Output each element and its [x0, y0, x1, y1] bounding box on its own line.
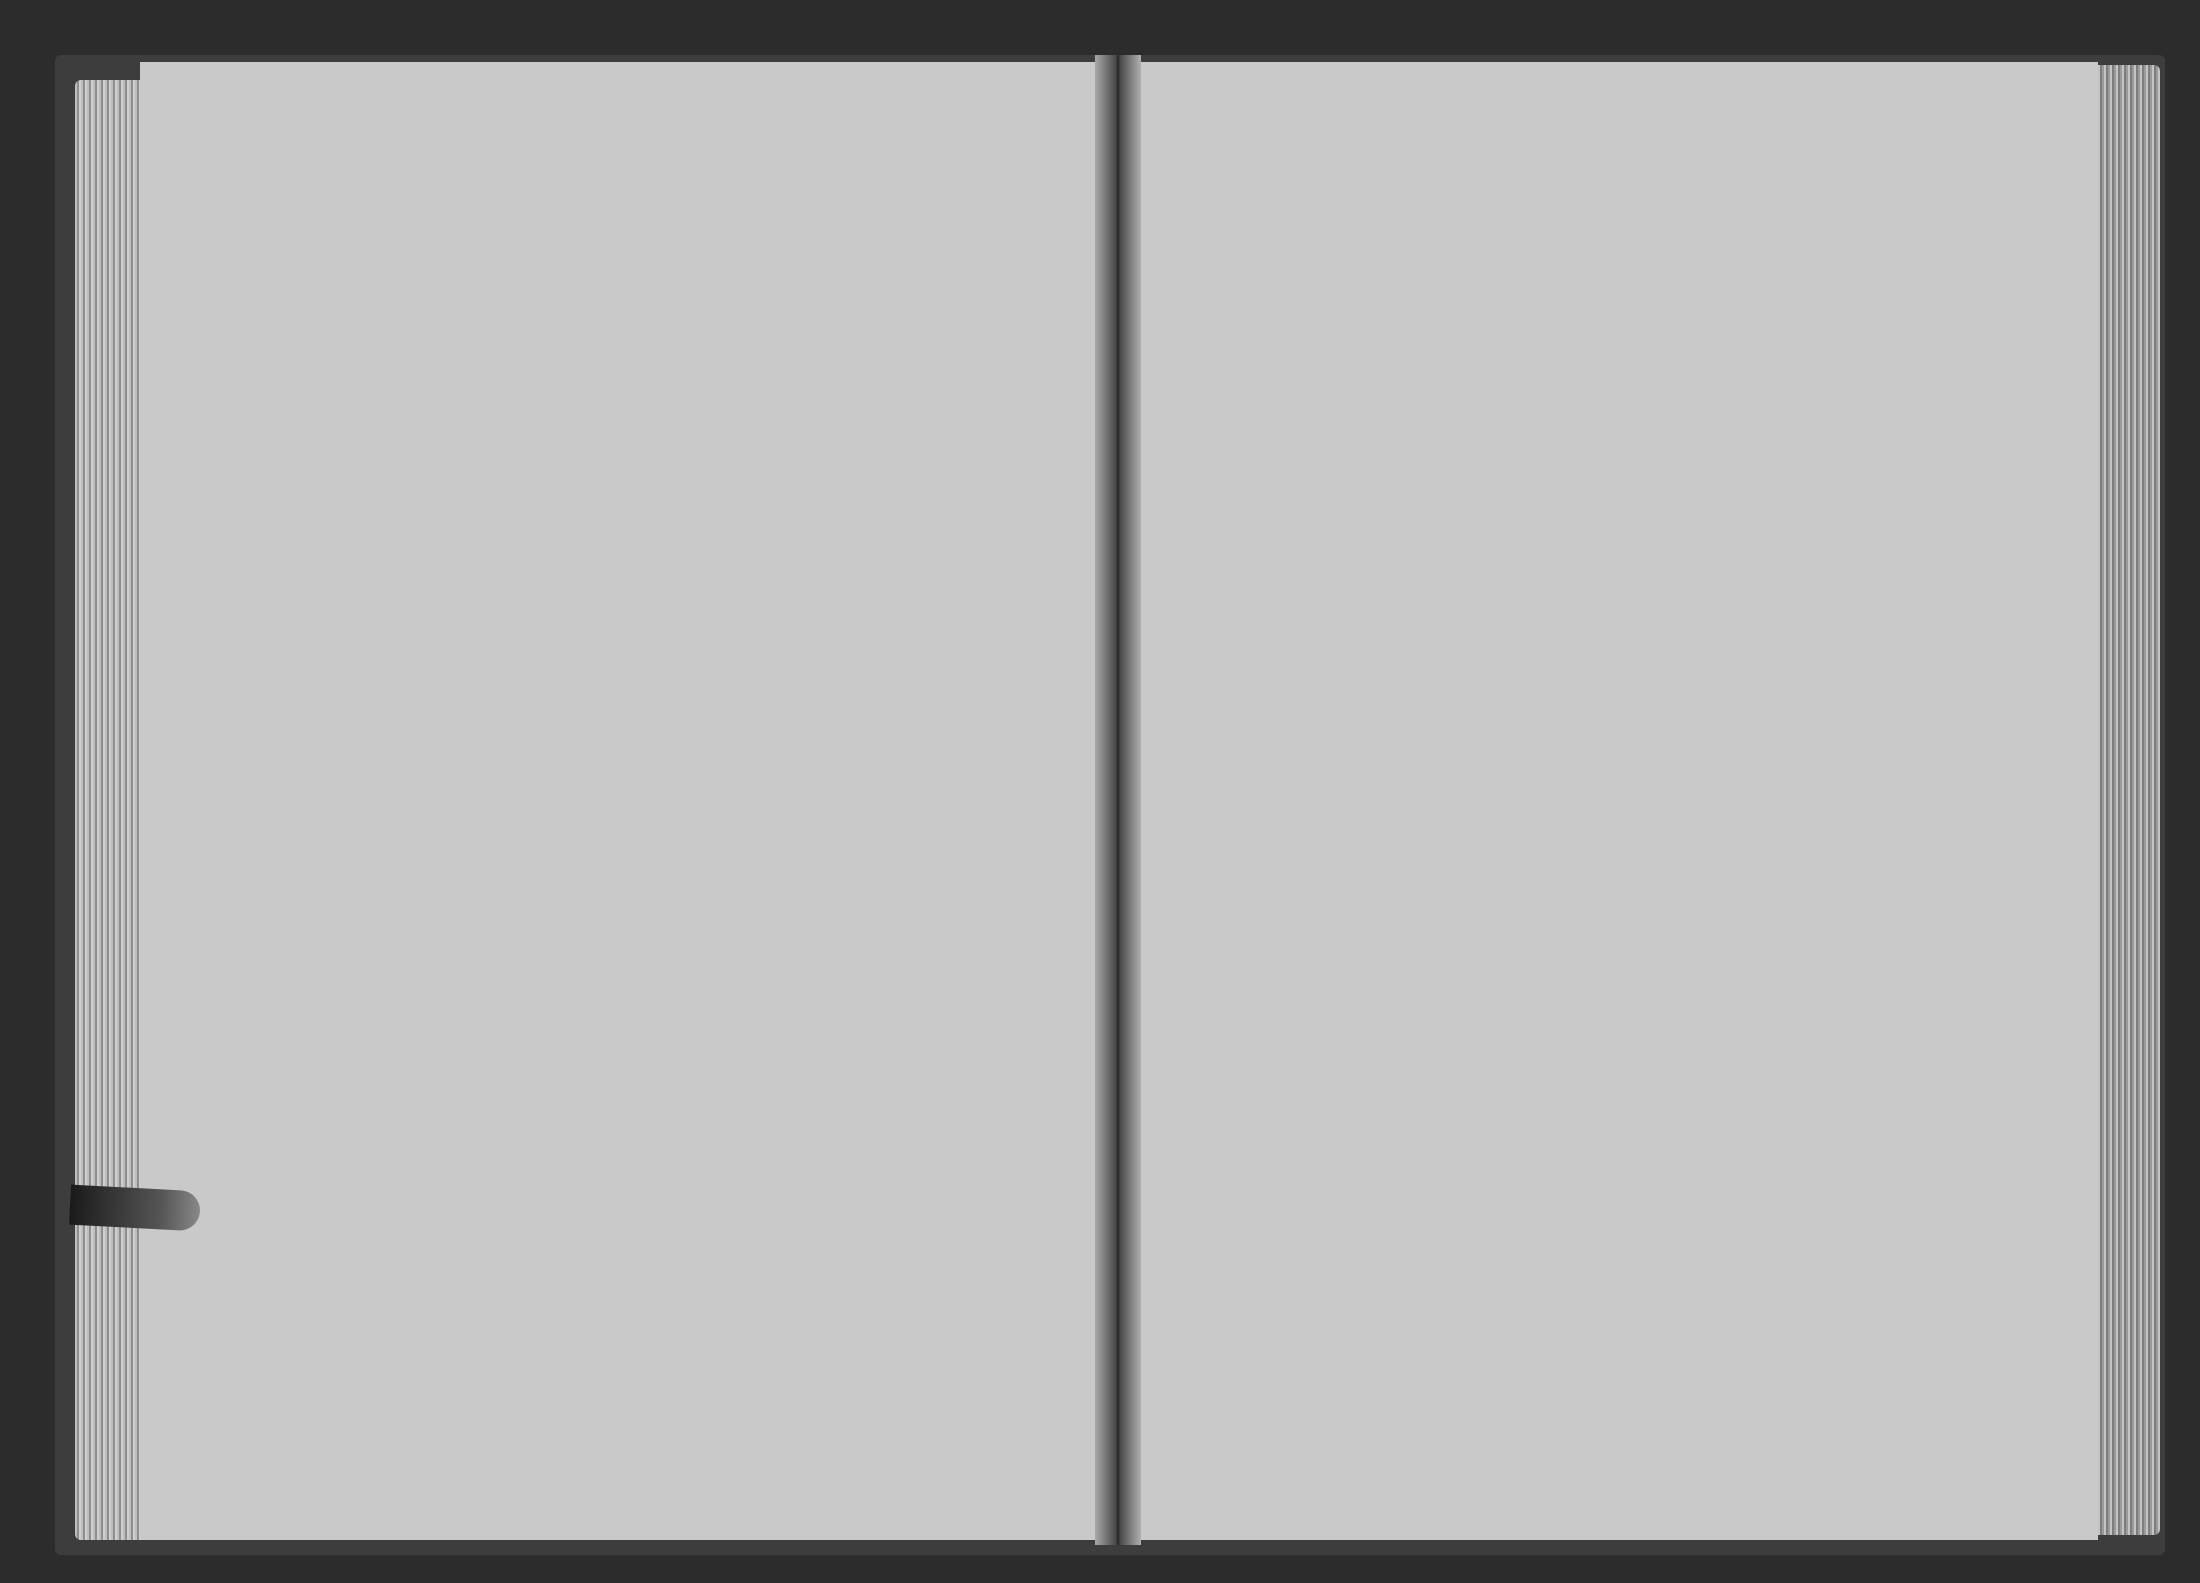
thumb-shadow	[69, 1185, 201, 1232]
